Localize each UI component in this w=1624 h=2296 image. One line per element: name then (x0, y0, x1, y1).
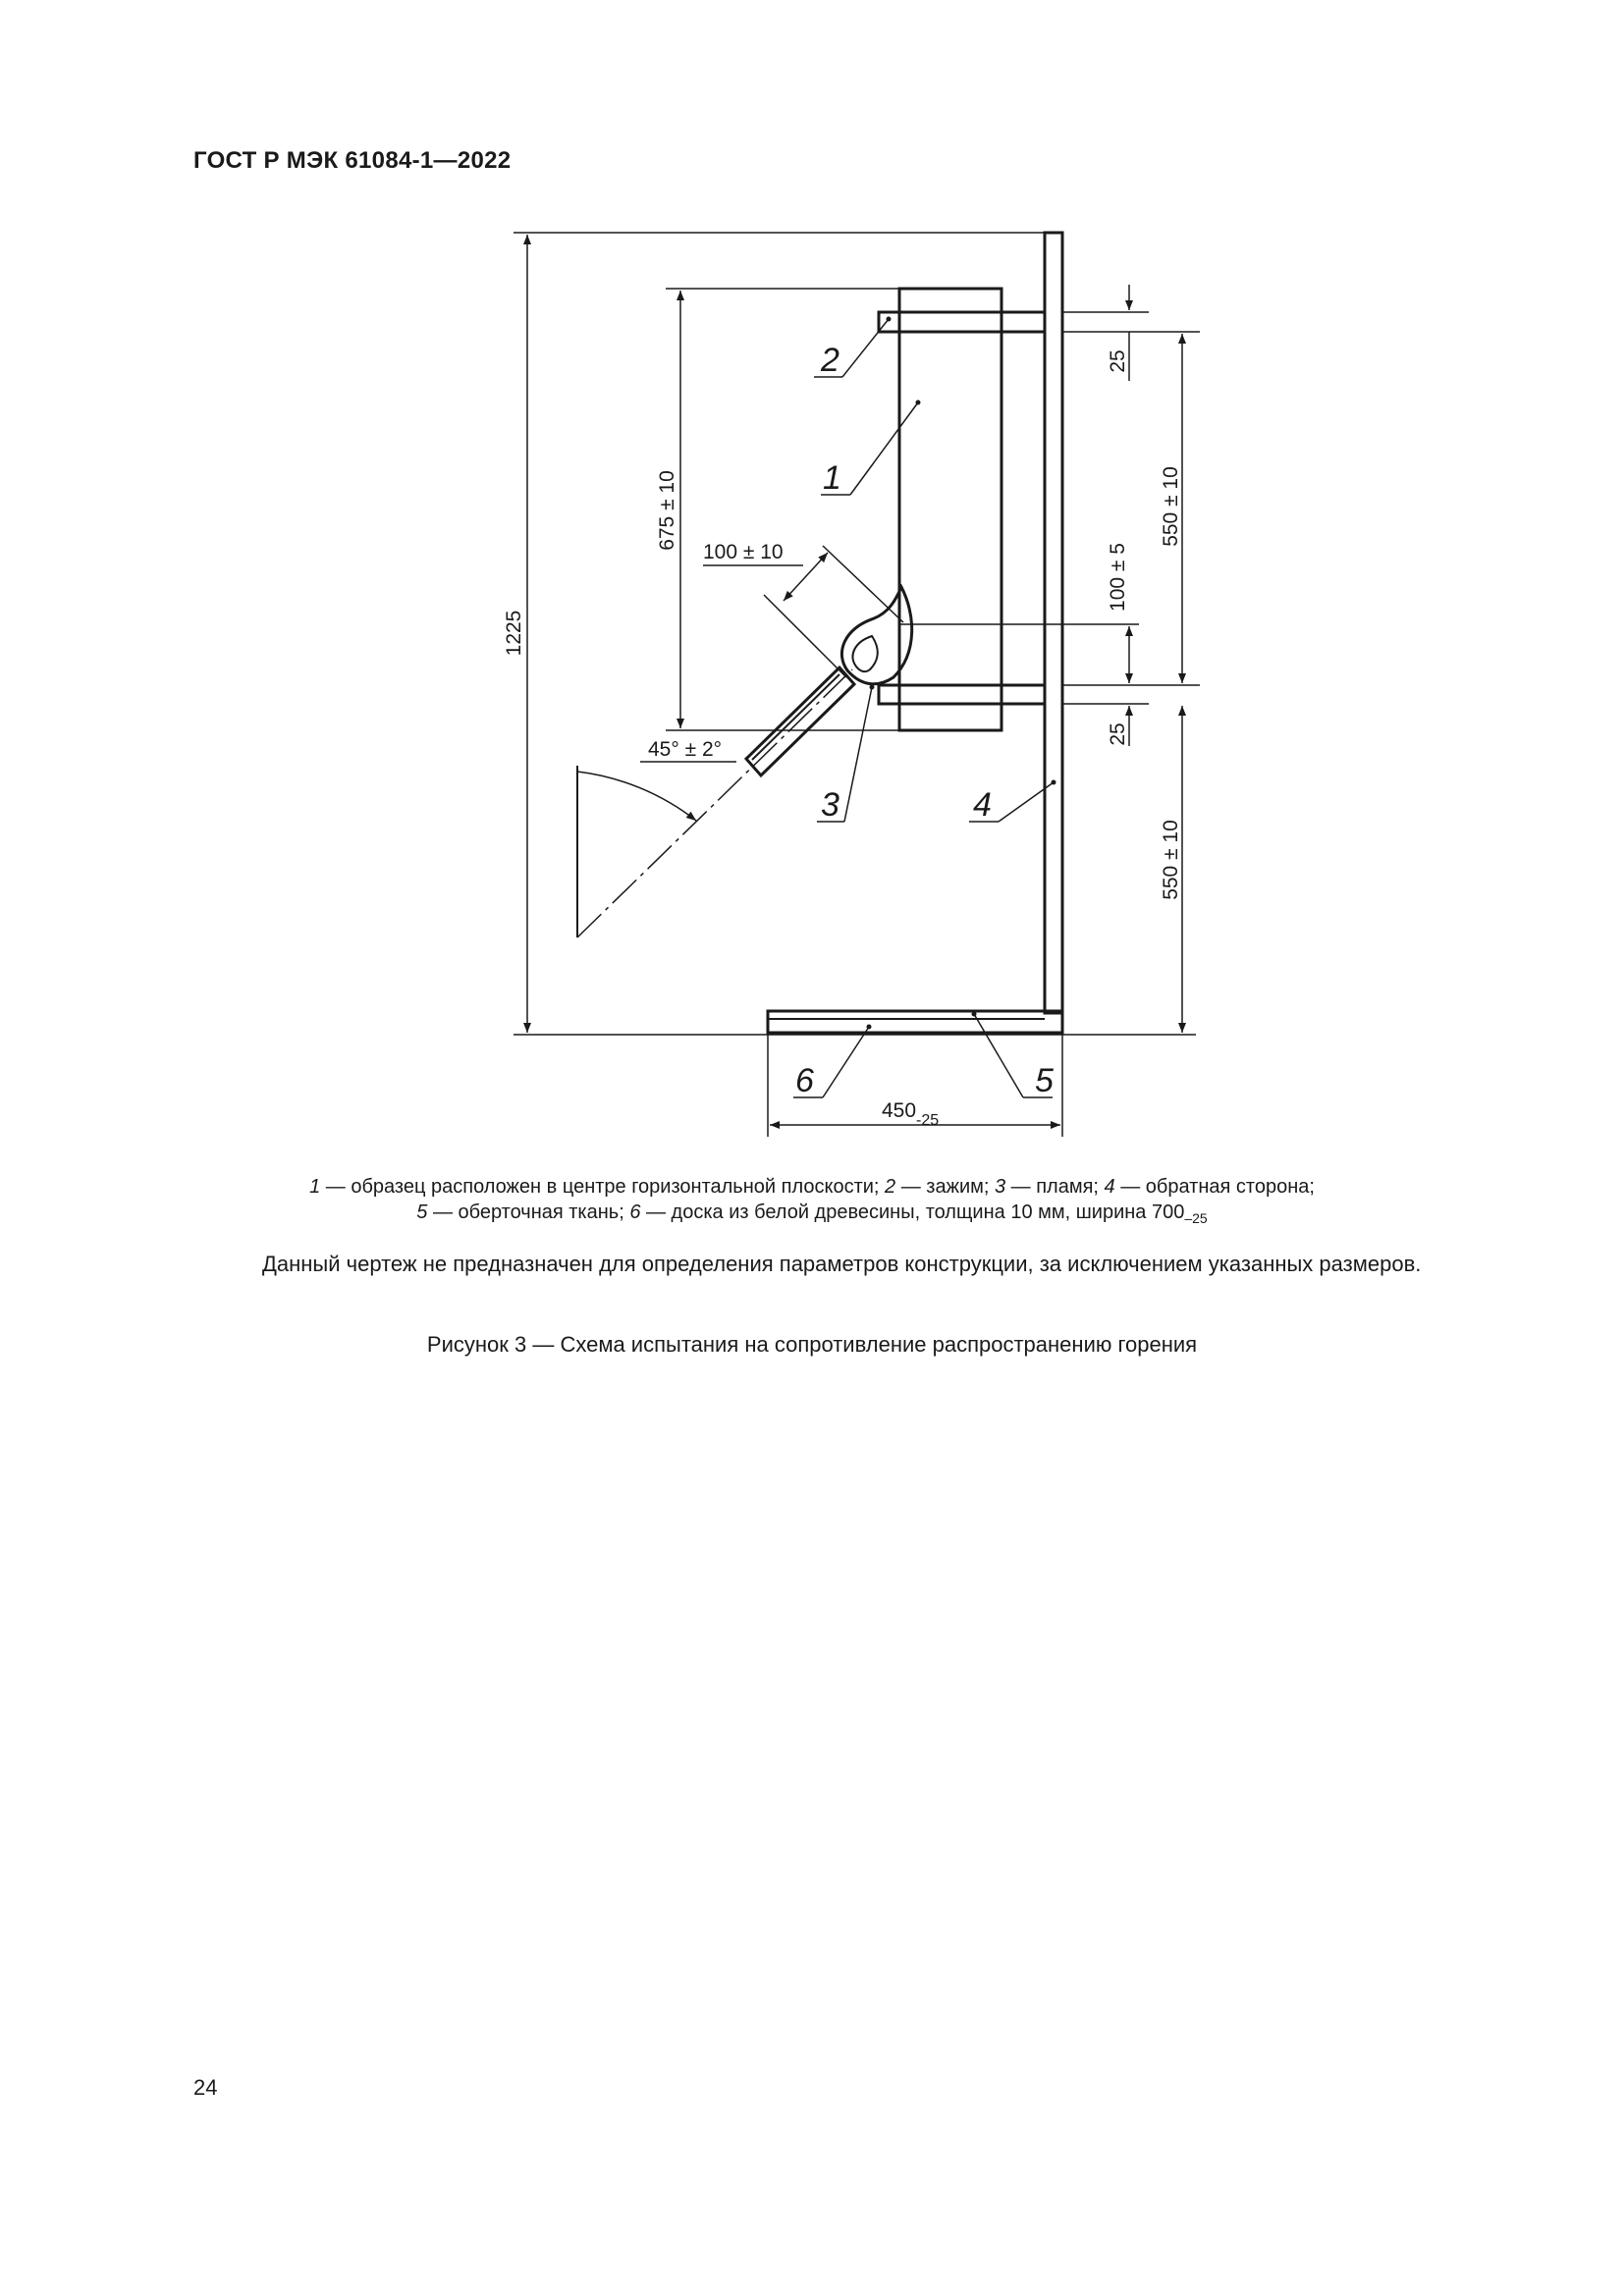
callout-2: 2 (821, 342, 839, 379)
legend-text: — обратная сторона; (1114, 1176, 1315, 1198)
page-number: 24 (193, 2075, 218, 2100)
dim-lower-span: 550 ± 10 (1160, 820, 1182, 900)
legend-line-2 (0, 1200, 1624, 1231)
legend-num: 1 (309, 1176, 321, 1198)
legend-text: — зажим; (895, 1176, 995, 1198)
dim-clamp-bottom: 25 (1107, 722, 1129, 746)
legend-line-1 (0, 1174, 1624, 1200)
callout-1: 1 (823, 459, 841, 497)
dim-base-width-value: 450 (882, 1099, 917, 1122)
sample (899, 289, 1001, 730)
legend-text: — доска из белой древесины, толщина 10 мм, ширина 700 (640, 1201, 1185, 1223)
callout-5: 5 (1035, 1062, 1054, 1099)
clamp-bottom (879, 685, 1045, 704)
callout-6: 6 (795, 1062, 814, 1099)
legend-num: 3 (994, 1176, 1006, 1198)
dim-angle: 45° ± 2° (648, 738, 723, 761)
dim-base-width-tolerance: -25 (916, 1112, 940, 1129)
dim-sample-height: 675 ± 10 (656, 470, 678, 551)
legend-text: — оберточная ткань; (427, 1201, 630, 1223)
dim-clamp-top: 25 (1107, 349, 1129, 373)
flame (841, 587, 911, 684)
document-header: ГОСТ Р МЭК 61084-1—2022 (193, 147, 512, 174)
callout-4: 4 (973, 786, 992, 824)
back-panel (1045, 233, 1062, 1013)
clamp-top (879, 312, 1045, 332)
figure-caption: Рисунок 3 — Схема испытания на сопротивление распространению горения (426, 1332, 1198, 1357)
dim-flame-distance: 100 ± 10 (703, 541, 784, 563)
base-board (768, 1011, 1062, 1033)
legend-num: 4 (1104, 1176, 1115, 1198)
legend-text: — пламя; (1005, 1176, 1105, 1198)
drawing-note: Данный чертеж не предназначен для определения параметров конструкции, за исключением указанных размеров. (262, 1252, 1422, 1276)
legend-subscript: –25 (1184, 1210, 1208, 1226)
legend-num: 6 (629, 1201, 641, 1223)
callout-3: 3 (821, 786, 839, 824)
dim-total-height: 1225 (503, 610, 525, 657)
legend-num: 5 (416, 1201, 428, 1223)
legend-num: 2 (885, 1176, 896, 1198)
dim-flame-offset: 100 ± 5 (1107, 543, 1129, 612)
dim-upper-span: 550 ± 10 (1160, 466, 1182, 547)
legend-text: — образец расположен в центре горизонтальной плоскости; (320, 1176, 886, 1198)
